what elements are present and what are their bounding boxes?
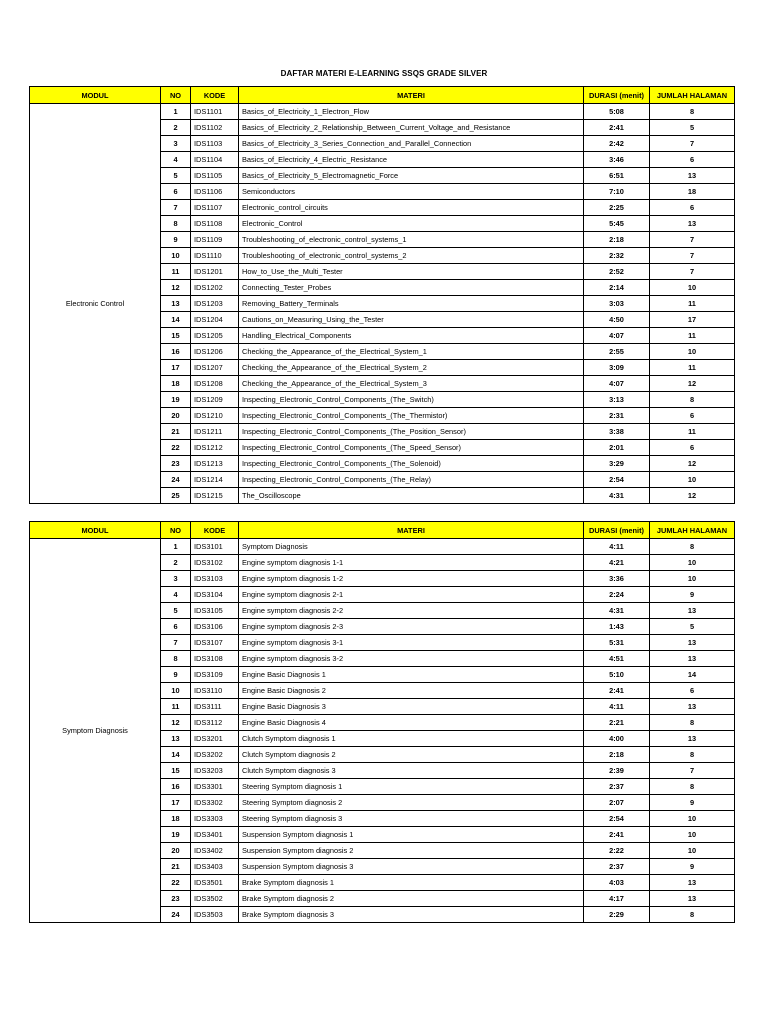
kode-cell: IDS3102 xyxy=(191,555,239,571)
halaman-cell: 10 xyxy=(650,555,735,571)
no-cell: 7 xyxy=(161,635,191,651)
kode-cell: IDS1215 xyxy=(191,488,239,504)
materi-cell: Troubleshooting_of_electronic_control_systems_1 xyxy=(239,232,584,248)
halaman-cell: 6 xyxy=(650,683,735,699)
durasi-cell: 4:51 xyxy=(584,651,650,667)
materi-cell: Inspecting_Electronic_Control_Components_(The_Thermistor) xyxy=(239,408,584,424)
durasi-cell: 2:41 xyxy=(584,120,650,136)
halaman-cell: 13 xyxy=(650,875,735,891)
halaman-cell: 13 xyxy=(650,635,735,651)
kode-cell: IDS1101 xyxy=(191,104,239,120)
halaman-cell: 13 xyxy=(650,216,735,232)
durasi-cell: 3:03 xyxy=(584,296,650,312)
durasi-cell: 2:42 xyxy=(584,136,650,152)
halaman-cell: 8 xyxy=(650,715,735,731)
durasi-cell: 3:29 xyxy=(584,456,650,472)
materi-cell: Basics_of_Electricity_1_Electron_Flow xyxy=(239,104,584,120)
durasi-cell: 5:08 xyxy=(584,104,650,120)
header-modul: MODUL xyxy=(30,522,161,539)
no-cell: 9 xyxy=(161,232,191,248)
no-cell: 12 xyxy=(161,280,191,296)
materi-cell: Checking_the_Appearance_of_the_Electrical_System_2 xyxy=(239,360,584,376)
halaman-cell: 8 xyxy=(650,392,735,408)
materi-cell: Inspecting_Electronic_Control_Components_(The_Switch) xyxy=(239,392,584,408)
durasi-cell: 4:11 xyxy=(584,539,650,555)
kode-cell: IDS3301 xyxy=(191,779,239,795)
kode-cell: IDS1206 xyxy=(191,344,239,360)
durasi-cell: 4:31 xyxy=(584,603,650,619)
no-cell: 22 xyxy=(161,440,191,456)
kode-cell: IDS1208 xyxy=(191,376,239,392)
kode-cell: IDS3110 xyxy=(191,683,239,699)
no-cell: 24 xyxy=(161,907,191,923)
durasi-cell: 4:07 xyxy=(584,328,650,344)
no-cell: 16 xyxy=(161,779,191,795)
durasi-cell: 5:31 xyxy=(584,635,650,651)
kode-cell: IDS3103 xyxy=(191,571,239,587)
halaman-cell: 14 xyxy=(650,667,735,683)
durasi-cell: 2:39 xyxy=(584,763,650,779)
no-cell: 8 xyxy=(161,651,191,667)
kode-cell: IDS3104 xyxy=(191,587,239,603)
materi-cell: Engine Basic Diagnosis 1 xyxy=(239,667,584,683)
materi-cell: Brake Symptom diagnosis 1 xyxy=(239,875,584,891)
halaman-cell: 10 xyxy=(650,280,735,296)
durasi-cell: 7:10 xyxy=(584,184,650,200)
kode-cell: IDS1205 xyxy=(191,328,239,344)
halaman-cell: 8 xyxy=(650,747,735,763)
materi-cell: Clutch Symptom diagnosis 1 xyxy=(239,731,584,747)
header-materi: MATERI xyxy=(239,87,584,104)
no-cell: 5 xyxy=(161,603,191,619)
materi-cell: Inspecting_Electronic_Control_Components_(The_Speed_Sensor) xyxy=(239,440,584,456)
no-cell: 19 xyxy=(161,827,191,843)
materi-cell: Engine symptom diagnosis 1-2 xyxy=(239,571,584,587)
materi-cell: Suspension Symptom diagnosis 1 xyxy=(239,827,584,843)
no-cell: 18 xyxy=(161,376,191,392)
no-cell: 6 xyxy=(161,184,191,200)
materi-cell: Engine symptom diagnosis 2-1 xyxy=(239,587,584,603)
halaman-cell: 11 xyxy=(650,424,735,440)
durasi-cell: 2:41 xyxy=(584,683,650,699)
kode-cell: IDS3106 xyxy=(191,619,239,635)
materi-cell: Basics_of_Electricity_2_Relationship_Between_Current_Voltage_and_Resistance xyxy=(239,120,584,136)
no-cell: 6 xyxy=(161,619,191,635)
header-modul: MODUL xyxy=(30,87,161,104)
materi-cell: Checking_the_Appearance_of_the_Electrical_System_3 xyxy=(239,376,584,392)
durasi-cell: 2:01 xyxy=(584,440,650,456)
no-cell: 25 xyxy=(161,488,191,504)
no-cell: 18 xyxy=(161,811,191,827)
durasi-cell: 5:45 xyxy=(584,216,650,232)
kode-cell: IDS3109 xyxy=(191,667,239,683)
halaman-cell: 6 xyxy=(650,408,735,424)
no-cell: 17 xyxy=(161,360,191,376)
materi-cell: Symptom Diagnosis xyxy=(239,539,584,555)
table-row xyxy=(30,539,735,555)
halaman-cell: 6 xyxy=(650,440,735,456)
kode-cell: IDS3502 xyxy=(191,891,239,907)
materi-cell: Engine symptom diagnosis 3-2 xyxy=(239,651,584,667)
durasi-cell: 3:38 xyxy=(584,424,650,440)
durasi-cell: 4:00 xyxy=(584,731,650,747)
halaman-cell: 10 xyxy=(650,811,735,827)
durasi-cell: 2:55 xyxy=(584,344,650,360)
halaman-cell: 5 xyxy=(650,120,735,136)
materi-cell: Engine Basic Diagnosis 2 xyxy=(239,683,584,699)
materi-cell: Cautions_on_Measuring_Using_the_Tester xyxy=(239,312,584,328)
no-cell: 8 xyxy=(161,216,191,232)
durasi-cell: 2:54 xyxy=(584,811,650,827)
halaman-cell: 9 xyxy=(650,859,735,875)
materi-cell: Brake Symptom diagnosis 3 xyxy=(239,907,584,923)
halaman-cell: 13 xyxy=(650,168,735,184)
kode-cell: IDS1201 xyxy=(191,264,239,280)
materi-cell: Steering Symptom diagnosis 2 xyxy=(239,795,584,811)
kode-cell: IDS3401 xyxy=(191,827,239,843)
header-row xyxy=(30,87,735,104)
durasi-cell: 3:36 xyxy=(584,571,650,587)
halaman-cell: 6 xyxy=(650,200,735,216)
no-cell: 19 xyxy=(161,392,191,408)
halaman-cell: 7 xyxy=(650,136,735,152)
halaman-cell: 10 xyxy=(650,843,735,859)
no-cell: 4 xyxy=(161,587,191,603)
kode-cell: IDS3302 xyxy=(191,795,239,811)
kode-cell: IDS3108 xyxy=(191,651,239,667)
header-kode: KODE xyxy=(191,522,239,539)
materi-cell: Engine symptom diagnosis 3-1 xyxy=(239,635,584,651)
kode-cell: IDS3403 xyxy=(191,859,239,875)
no-cell: 14 xyxy=(161,747,191,763)
durasi-cell: 2:07 xyxy=(584,795,650,811)
durasi-cell: 4:17 xyxy=(584,891,650,907)
halaman-cell: 11 xyxy=(650,360,735,376)
no-cell: 20 xyxy=(161,408,191,424)
kode-cell: IDS1104 xyxy=(191,152,239,168)
materi-cell: Engine Basic Diagnosis 3 xyxy=(239,699,584,715)
document-title: DAFTAR MATERI E-LEARNING SSQS GRADE SILVER xyxy=(280,69,488,78)
no-cell: 13 xyxy=(161,731,191,747)
durasi-cell: 2:25 xyxy=(584,200,650,216)
kode-cell: IDS3107 xyxy=(191,635,239,651)
no-cell: 24 xyxy=(161,472,191,488)
materi-cell: Suspension Symptom diagnosis 2 xyxy=(239,843,584,859)
materi-cell: Engine symptom diagnosis 1-1 xyxy=(239,555,584,571)
durasi-cell: 2:29 xyxy=(584,907,650,923)
no-cell: 1 xyxy=(161,104,191,120)
halaman-cell: 11 xyxy=(650,328,735,344)
no-cell: 21 xyxy=(161,859,191,875)
halaman-cell: 13 xyxy=(650,891,735,907)
halaman-cell: 7 xyxy=(650,264,735,280)
materi-cell: Engine symptom diagnosis 2-3 xyxy=(239,619,584,635)
kode-cell: IDS1212 xyxy=(191,440,239,456)
materi-table-symptom-diagnosis xyxy=(29,521,735,923)
halaman-cell: 18 xyxy=(650,184,735,200)
kode-cell: IDS1213 xyxy=(191,456,239,472)
modul-cell: Symptom Diagnosis xyxy=(30,539,161,923)
table-body xyxy=(30,104,735,504)
halaman-cell: 12 xyxy=(650,456,735,472)
no-cell: 3 xyxy=(161,571,191,587)
materi-cell: Suspension Symptom diagnosis 3 xyxy=(239,859,584,875)
no-cell: 7 xyxy=(161,200,191,216)
no-cell: 15 xyxy=(161,328,191,344)
halaman-cell: 5 xyxy=(650,619,735,635)
no-cell: 9 xyxy=(161,667,191,683)
kode-cell: IDS1209 xyxy=(191,392,239,408)
no-cell: 1 xyxy=(161,539,191,555)
no-cell: 10 xyxy=(161,248,191,264)
halaman-cell: 8 xyxy=(650,779,735,795)
halaman-cell: 8 xyxy=(650,104,735,120)
kode-cell: IDS3303 xyxy=(191,811,239,827)
header-materi: MATERI xyxy=(239,522,584,539)
header-kode: KODE xyxy=(191,87,239,104)
durasi-cell: 2:31 xyxy=(584,408,650,424)
modul-cell: Electronic Control xyxy=(30,104,161,504)
halaman-cell: 7 xyxy=(650,232,735,248)
materi-cell: Checking_the_Appearance_of_the_Electrical_System_1 xyxy=(239,344,584,360)
durasi-cell: 6:51 xyxy=(584,168,650,184)
materi-cell: Inspecting_Electronic_Control_Components_(The_Relay) xyxy=(239,472,584,488)
kode-cell: IDS3101 xyxy=(191,539,239,555)
kode-cell: IDS3112 xyxy=(191,715,239,731)
kode-cell: IDS3402 xyxy=(191,843,239,859)
halaman-cell: 9 xyxy=(650,587,735,603)
durasi-cell: 4:31 xyxy=(584,488,650,504)
no-cell: 13 xyxy=(161,296,191,312)
materi-cell: Connecting_Tester_Probes xyxy=(239,280,584,296)
halaman-cell: 6 xyxy=(650,152,735,168)
no-cell: 3 xyxy=(161,136,191,152)
durasi-cell: 2:24 xyxy=(584,587,650,603)
durasi-cell: 1:43 xyxy=(584,619,650,635)
durasi-cell: 3:46 xyxy=(584,152,650,168)
durasi-cell: 4:11 xyxy=(584,699,650,715)
materi-cell: Steering Symptom diagnosis 3 xyxy=(239,811,584,827)
materi-cell: Steering Symptom diagnosis 1 xyxy=(239,779,584,795)
materi-cell: Basics_of_Electricity_4_Electric_Resistance xyxy=(239,152,584,168)
header-row xyxy=(30,522,735,539)
halaman-cell: 10 xyxy=(650,571,735,587)
no-cell: 11 xyxy=(161,264,191,280)
materi-cell: Engine Basic Diagnosis 4 xyxy=(239,715,584,731)
kode-cell: IDS1107 xyxy=(191,200,239,216)
no-cell: 4 xyxy=(161,152,191,168)
durasi-cell: 2:37 xyxy=(584,859,650,875)
kode-cell: IDS1110 xyxy=(191,248,239,264)
kode-cell: IDS3503 xyxy=(191,907,239,923)
materi-cell: Inspecting_Electronic_Control_Components_(The_Solenoid) xyxy=(239,456,584,472)
kode-cell: IDS1210 xyxy=(191,408,239,424)
durasi-cell: 2:18 xyxy=(584,747,650,763)
materi-cell: Removing_Battery_Terminals xyxy=(239,296,584,312)
kode-cell: IDS1103 xyxy=(191,136,239,152)
kode-cell: IDS3203 xyxy=(191,763,239,779)
header-durasi: DURASI (menit) xyxy=(584,522,650,539)
halaman-cell: 12 xyxy=(650,488,735,504)
materi-cell: Electronic_control_circuits xyxy=(239,200,584,216)
durasi-cell: 2:22 xyxy=(584,843,650,859)
durasi-cell: 2:32 xyxy=(584,248,650,264)
table-row xyxy=(30,104,735,120)
materi-table-electronic-control xyxy=(29,86,735,504)
header-no: NO xyxy=(161,87,191,104)
kode-cell: IDS1202 xyxy=(191,280,239,296)
durasi-cell: 2:14 xyxy=(584,280,650,296)
materi-cell: Inspecting_Electronic_Control_Components_(The_Position_Sensor) xyxy=(239,424,584,440)
no-cell: 23 xyxy=(161,456,191,472)
materi-cell: How_to_Use_the_Multi_Tester xyxy=(239,264,584,280)
no-cell: 17 xyxy=(161,795,191,811)
halaman-cell: 11 xyxy=(650,296,735,312)
no-cell: 14 xyxy=(161,312,191,328)
durasi-cell: 2:52 xyxy=(584,264,650,280)
durasi-cell: 2:37 xyxy=(584,779,650,795)
halaman-cell: 13 xyxy=(650,603,735,619)
no-cell: 16 xyxy=(161,344,191,360)
no-cell: 10 xyxy=(161,683,191,699)
kode-cell: IDS1102 xyxy=(191,120,239,136)
halaman-cell: 13 xyxy=(650,731,735,747)
kode-cell: IDS3105 xyxy=(191,603,239,619)
halaman-cell: 13 xyxy=(650,699,735,715)
materi-cell: Electronic_Control xyxy=(239,216,584,232)
header-halaman: JUMLAH HALAMAN xyxy=(650,87,735,104)
halaman-cell: 7 xyxy=(650,248,735,264)
no-cell: 5 xyxy=(161,168,191,184)
halaman-cell: 10 xyxy=(650,344,735,360)
halaman-cell: 9 xyxy=(650,795,735,811)
header-no: NO xyxy=(161,522,191,539)
durasi-cell: 2:41 xyxy=(584,827,650,843)
kode-cell: IDS1211 xyxy=(191,424,239,440)
kode-cell: IDS1204 xyxy=(191,312,239,328)
no-cell: 2 xyxy=(161,555,191,571)
kode-cell: IDS1214 xyxy=(191,472,239,488)
no-cell: 21 xyxy=(161,424,191,440)
header-halaman: JUMLAH HALAMAN xyxy=(650,522,735,539)
durasi-cell: 2:54 xyxy=(584,472,650,488)
kode-cell: IDS3201 xyxy=(191,731,239,747)
kode-cell: IDS1109 xyxy=(191,232,239,248)
durasi-cell: 4:50 xyxy=(584,312,650,328)
halaman-cell: 10 xyxy=(650,827,735,843)
materi-cell: Handling_Electrical_Components xyxy=(239,328,584,344)
durasi-cell: 3:09 xyxy=(584,360,650,376)
durasi-cell: 2:18 xyxy=(584,232,650,248)
materi-cell: Basics_of_Electricity_3_Series_Connection_and_Parallel_Connection xyxy=(239,136,584,152)
halaman-cell: 13 xyxy=(650,651,735,667)
table-body xyxy=(30,539,735,923)
no-cell: 22 xyxy=(161,875,191,891)
no-cell: 15 xyxy=(161,763,191,779)
halaman-cell: 17 xyxy=(650,312,735,328)
no-cell: 12 xyxy=(161,715,191,731)
halaman-cell: 12 xyxy=(650,376,735,392)
kode-cell: IDS1207 xyxy=(191,360,239,376)
kode-cell: IDS3501 xyxy=(191,875,239,891)
materi-cell: Troubleshooting_of_electronic_control_systems_2 xyxy=(239,248,584,264)
materi-cell: Brake Symptom diagnosis 2 xyxy=(239,891,584,907)
halaman-cell: 7 xyxy=(650,763,735,779)
no-cell: 20 xyxy=(161,843,191,859)
durasi-cell: 4:03 xyxy=(584,875,650,891)
materi-cell: Semiconductors xyxy=(239,184,584,200)
kode-cell: IDS1203 xyxy=(191,296,239,312)
materi-cell: Clutch Symptom diagnosis 2 xyxy=(239,747,584,763)
materi-cell: Clutch Symptom diagnosis 3 xyxy=(239,763,584,779)
halaman-cell: 10 xyxy=(650,472,735,488)
kode-cell: IDS1106 xyxy=(191,184,239,200)
durasi-cell: 5:10 xyxy=(584,667,650,683)
kode-cell: IDS3202 xyxy=(191,747,239,763)
header-durasi: DURASI (menit) xyxy=(584,87,650,104)
halaman-cell: 8 xyxy=(650,539,735,555)
no-cell: 11 xyxy=(161,699,191,715)
durasi-cell: 4:07 xyxy=(584,376,650,392)
materi-cell: Basics_of_Electricity_5_Electromagnetic_Force xyxy=(239,168,584,184)
materi-cell: Engine symptom diagnosis 2-2 xyxy=(239,603,584,619)
durasi-cell: 4:21 xyxy=(584,555,650,571)
durasi-cell: 3:13 xyxy=(584,392,650,408)
durasi-cell: 2:21 xyxy=(584,715,650,731)
kode-cell: IDS1105 xyxy=(191,168,239,184)
no-cell: 23 xyxy=(161,891,191,907)
no-cell: 2 xyxy=(161,120,191,136)
materi-cell: The_Oscilloscope xyxy=(239,488,584,504)
kode-cell: IDS3111 xyxy=(191,699,239,715)
halaman-cell: 8 xyxy=(650,907,735,923)
kode-cell: IDS1108 xyxy=(191,216,239,232)
